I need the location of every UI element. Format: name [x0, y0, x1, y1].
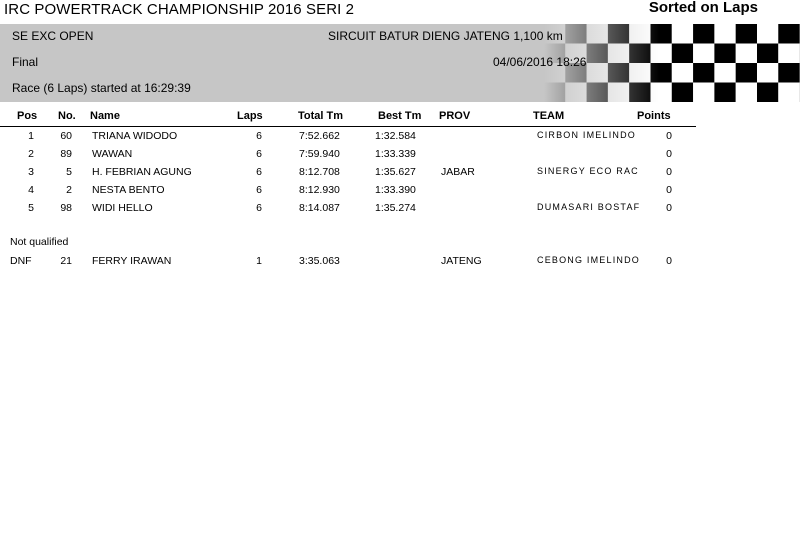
table-row	[0, 184, 800, 202]
row-total: 3:35.063	[299, 255, 340, 267]
event-banner	[0, 24, 800, 102]
col-prov-header: PROV	[439, 110, 471, 122]
session-name: Final	[12, 55, 39, 69]
row-no: 98	[60, 202, 72, 214]
row-laps: 6	[256, 166, 262, 178]
row-best: 1:32.584	[375, 130, 416, 142]
row-points: 0	[666, 166, 672, 178]
row-name: WAWAN	[92, 148, 133, 160]
table-row	[0, 255, 800, 273]
row-no: 21	[60, 255, 72, 267]
row-prov: JABAR	[441, 166, 475, 178]
row-total: 8:12.708	[299, 166, 340, 178]
row-pos: 5	[28, 202, 34, 214]
col-no-header: No.	[58, 110, 76, 122]
row-no: 60	[60, 130, 72, 142]
row-points: 0	[666, 202, 672, 214]
row-pos: 4	[28, 184, 34, 196]
session-datetime: 04/06/2016 18:26	[493, 55, 587, 69]
table-row	[0, 166, 800, 184]
row-points: 0	[666, 148, 672, 160]
class-name: SE EXC OPEN	[12, 29, 94, 43]
row-laps: 6	[256, 148, 262, 160]
row-pos: 2	[28, 148, 34, 160]
col-laps-header: Laps	[237, 110, 263, 122]
row-name: H. FEBRIAN AGUNG	[92, 166, 192, 178]
row-team: DUMASARI BOSTAF	[537, 202, 641, 212]
row-points: 0	[666, 255, 672, 267]
col-pos-header: Pos	[17, 110, 38, 122]
row-total: 7:59.940	[299, 148, 340, 160]
row-best: 1:35.274	[375, 202, 416, 214]
row-team: SINERGY ECO RAC	[537, 166, 639, 176]
circuit-name: SIRCUIT BATUR DIENG JATENG 1,100 km	[328, 29, 563, 43]
row-points: 0	[666, 184, 672, 196]
page-title: IRC POWERTRACK CHAMPIONSHIP 2016 SERI 2	[4, 1, 355, 18]
row-total: 8:14.087	[299, 202, 340, 214]
row-best: 1:33.390	[375, 184, 416, 196]
row-laps: 6	[256, 130, 262, 142]
race-info: Race (6 Laps) started at 16:29:39	[12, 81, 191, 95]
row-pos: DNF	[10, 255, 32, 267]
row-best: 1:33.339	[375, 148, 416, 160]
col-name-header: Name	[90, 110, 120, 122]
row-name: WIDI HELLO	[92, 202, 153, 214]
row-prov: JATENG	[441, 255, 482, 267]
row-laps: 1	[256, 255, 262, 267]
row-name: TRIANA WIDODO	[92, 130, 178, 142]
col-points-header: Points	[637, 110, 671, 122]
row-name: NESTA BENTO	[92, 184, 165, 196]
row-no: 2	[66, 184, 72, 196]
row-team: CIRBON IMELINDO	[537, 130, 637, 140]
row-pos: 1	[28, 130, 34, 142]
row-best: 1:35.627	[375, 166, 416, 178]
not-qualified-label: Not qualified	[10, 236, 69, 248]
row-total: 8:12.930	[299, 184, 340, 196]
row-points: 0	[666, 130, 672, 142]
col-team-header: TEAM	[533, 110, 565, 122]
row-laps: 6	[256, 202, 262, 214]
col-total-header: Total Tm	[298, 110, 344, 122]
row-name: FERRY IRAWAN	[92, 255, 172, 267]
table-row	[0, 148, 800, 166]
row-pos: 3	[28, 166, 34, 178]
row-team: CEBONG IMELINDO	[537, 255, 641, 265]
row-no: 89	[60, 148, 72, 160]
sort-label: Sorted on Laps	[648, 0, 758, 16]
table-row	[0, 202, 800, 220]
row-total: 7:52.662	[299, 130, 340, 142]
table-row	[0, 130, 800, 148]
row-laps: 6	[256, 184, 262, 196]
header-divider	[0, 126, 696, 127]
row-no: 5	[66, 166, 72, 178]
col-best-header: Best Tm	[378, 110, 422, 122]
